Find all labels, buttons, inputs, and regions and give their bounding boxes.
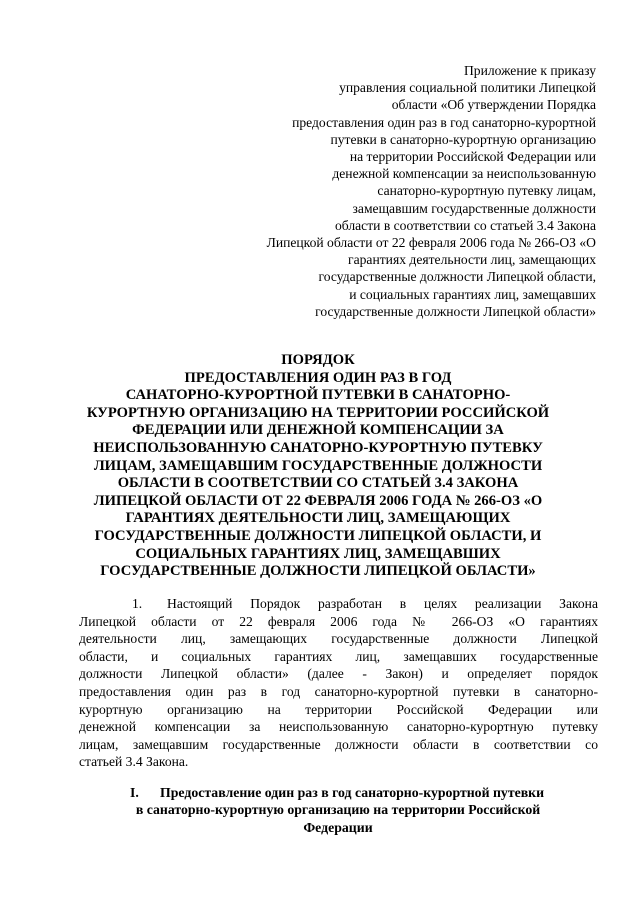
title-line: САНАТОРНО-КУРОРТНОЙ ПУТЕВКИ В САНАТОРНО- <box>125 387 511 404</box>
appendix-line: государственные должности Липецкой области, <box>318 269 596 285</box>
title-line: СОЦИАЛЬНЫХ ГАРАНТИЯХ ЛИЦ, ЗАМЕЩАВШИХ <box>135 545 501 562</box>
paragraph-1 <box>79 595 598 771</box>
paragraph-line: Настоящий Порядок разработан в целях реализации Закона <box>167 596 598 611</box>
paragraph-line: денежной компенсации за неиспользованную санаторно-курортную путевку <box>79 719 598 735</box>
paragraph-line: Липецкой области от 22 февраля 2006 года № 266-ОЗ «О гарантиях <box>79 613 598 629</box>
appendix-line: предоставления один раз в год санаторно-курортной <box>292 114 596 130</box>
section-number: I. <box>130 785 139 800</box>
paragraph-line: предоставления один раз в год санаторно-курортной путевки в санаторно- <box>79 683 598 699</box>
appendix-line: Липецкой области от 22 февраля 2006 года № 266-ОЗ «О <box>266 235 596 251</box>
paragraph-line: должности Липецкой области» (далее - Закон) и определяет порядок <box>79 666 598 682</box>
appendix-line: санаторно-курортную путевку лицам, <box>377 183 596 199</box>
paragraph-line: курортную организацию на территории Российской Федерации или <box>79 701 598 717</box>
title-line: ПРЕДОСТАВЛЕНИЯ ОДИН РАЗ В ГОД <box>184 369 452 386</box>
appendix-line: путевки в санаторно-курортную организацию <box>330 131 596 147</box>
document-title <box>40 352 596 581</box>
paragraph-number: 1. <box>132 596 143 611</box>
appendix-line: гарантиях деятельности лиц, замещающих <box>348 252 596 268</box>
appendix-line: на территории Российской Федерации или <box>349 149 596 165</box>
paragraph-line: деятельности лиц, замещающих государственные должности Липецкой <box>79 631 598 647</box>
appendix-line: управления социальной политики Липецкой <box>339 80 596 96</box>
title-line: ЛИПЕЦКОЙ ОБЛАСТИ ОТ 22 ФЕВРАЛЯ 2006 ГОДА № 266-ОЗ «О <box>93 492 543 509</box>
appendix-line: Приложение к приказу <box>463 63 596 78</box>
appendix-line: денежной компенсации за неиспользованную <box>332 166 596 182</box>
section-heading-line: в санаторно-курортную организацию на территории Российской <box>135 802 541 818</box>
title-line: ГОСУДАРСТВЕННЫЕ ДОЛЖНОСТИ ЛИПЕЦКОЙ ОБЛАСТИ, И <box>94 527 542 544</box>
paragraph-line: статьей 3.4 Закона. <box>79 754 189 770</box>
appendix-line: области в соответствии со статьей 3.4 Закона <box>334 217 596 233</box>
section-heading-1 <box>78 784 598 836</box>
title-line: КУРОРТНУЮ ОРГАНИЗАЦИЮ НА ТЕРРИТОРИИ РОССИЙСКОЙ <box>86 404 550 421</box>
title-line: ЛИЦАМ, ЗАМЕЩАВШИМ ГОСУДАРСТВЕННЫЕ ДОЛЖНОСТИ <box>93 457 543 474</box>
title-line: ФЕДЕРАЦИИ ИЛИ ДЕНЕЖНОЙ КОМПЕНСАЦИИ ЗА <box>132 422 504 439</box>
section-heading-line: Предоставление один раз в год санаторно-курортной путевки <box>160 785 545 800</box>
title-line: ПОРЯДОК <box>281 352 355 368</box>
appendix-line: государственные должности Липецкой области» <box>315 303 596 319</box>
paragraph-line: лицам, замещавшим государственные должности области в соответствии со <box>79 736 598 752</box>
title-line: ГОСУДАРСТВЕННЫЕ ДОЛЖНОСТИ ЛИПЕЦКОЙ ОБЛАСТИ» <box>100 563 536 580</box>
title-line: ГАРАНТИЯХ ДЕЯТЕЛЬНОСТИ ЛИЦ, ЗАМЕЩАЮЩИХ <box>125 510 511 527</box>
appendix-line: области «Об утверждении Порядка <box>391 97 596 113</box>
title-line: НЕИСПОЛЬЗОВАННУЮ САНАТОРНО-КУРОРТНУЮ ПУТЕВКУ <box>93 439 543 456</box>
title-line: ОБЛАСТИ В СООТВЕТСТВИИ СО СТАТЬЕЙ 3.4 ЗАКОНА <box>117 475 519 492</box>
paragraph-line: области, и социальных гарантиях лиц, замещавших государственные <box>79 648 598 664</box>
appendix-line: замещавшим государственные должности <box>352 200 596 216</box>
appendix-line: и социальных гарантиях лиц, замещавших <box>349 286 596 302</box>
appendix-note <box>176 62 596 320</box>
section-heading-line: Федерации <box>303 819 373 835</box>
